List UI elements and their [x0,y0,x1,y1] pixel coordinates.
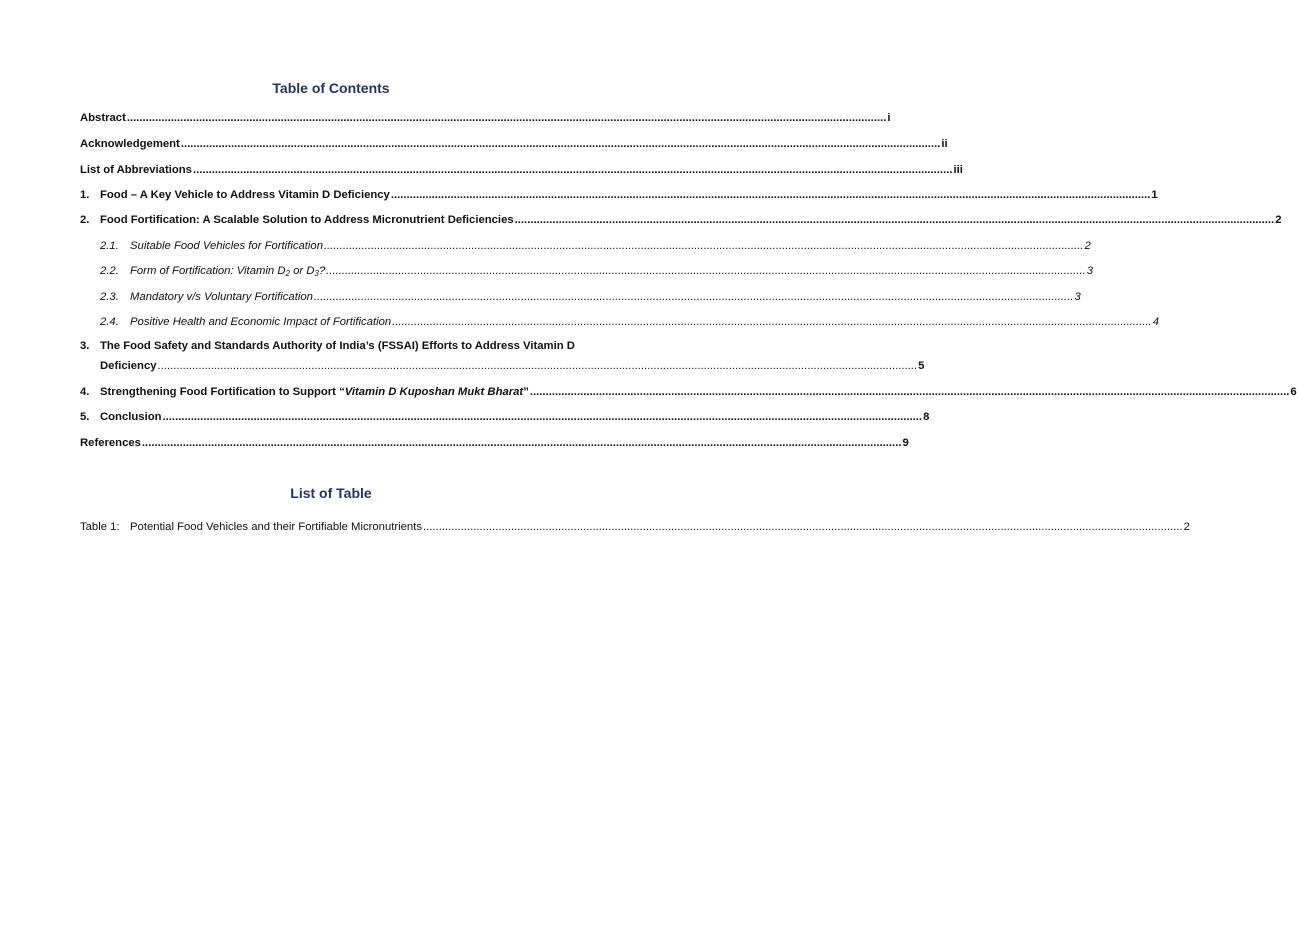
toc-entry-number: 1. [80,189,90,201]
toc-entry-references[interactable] [80,435,909,451]
toc-entry-label: Form of Fortification: Vitamin $D_2$ or $D_3$? [130,265,326,278]
toc-entry-label: Food – A Key Vehicle to Address Vitamin D Deficiency [100,189,390,201]
dot-leader [423,519,1183,535]
dot-leader [326,263,1086,279]
toc-entry-page: 5 [918,360,925,372]
toc-entry-label: Mandatory v/s Voluntary Fortification [130,291,313,303]
toc-entry-acknowledgement[interactable] [80,136,948,152]
toc-entry-number: 3. [80,340,90,352]
dot-leader [163,409,923,425]
dot-leader [515,212,1275,228]
toc-entry-page: i [887,112,891,124]
dot-leader [193,162,953,178]
toc-entry-section-2-3[interactable] [100,289,1081,305]
lot-entry-table-1[interactable] [80,519,1190,535]
toc-entry-label: Positive Health and Economic Impact of Fortification [130,316,392,328]
toc-entry-label: Strengthening Food Fortification to Support “Vitamin D Kuposhan Mukt Bharat” [100,386,529,398]
toc-entry-label: Food Fortification: A Scalable Solution to Address Micronutrient Deficiencies [100,214,514,226]
toc-entry-page: 2 [1084,240,1091,252]
toc-entry-label: List of Abbreviations [80,164,192,176]
list-of-tables-title: List of Table [290,485,372,501]
toc-entry-label: Suitable Food Vehicles for Fortification [130,240,323,252]
dot-leader [181,136,941,152]
toc-entry-abbreviations[interactable] [80,162,963,178]
toc-entry-number: 5. [80,411,90,423]
dot-leader [142,435,902,451]
toc-entry-section-1[interactable] [80,187,1158,203]
toc-entry-label: Conclusion [100,411,162,423]
toc-entry-page: 3 [1086,265,1094,277]
toc-entry-label: Acknowledgement [80,138,180,150]
toc-entry-page: 9 [902,437,909,449]
lot-entry-label: Potential Food Vehicles and their Fortifiable Micronutrients [130,521,422,533]
toc-entry-page: 4 [1152,316,1160,328]
toc-entry-number: 2.4. [100,316,119,328]
toc-entry-section-2[interactable] [80,212,1282,228]
toc-entry-page: 1 [1151,189,1158,201]
toc-entry-label-continued: Deficiency [100,360,157,372]
toc-entry-page: 8 [923,411,930,423]
toc-entry-page: iii [953,164,963,176]
toc-entry-label: References [80,437,141,449]
dot-leader [324,238,1084,254]
dot-leader [391,187,1151,203]
toc-entry-abstract[interactable] [80,110,891,126]
dot-leader [158,356,918,376]
toc-entry-number: 4. [80,386,90,398]
toc-title: Table of Contents [272,80,390,96]
toc-entry-number: 2.3. [100,291,119,303]
toc-entry-section-5[interactable] [80,409,930,425]
toc-entry-label: The Food Safety and Standards Authority of India’s (FSSAI) Efforts to Address Vitamin D [100,340,575,352]
toc-entry-section-4[interactable] [80,384,1297,400]
dot-leader [314,289,1074,305]
lot-entry-number: Table 1: [80,521,120,533]
dot-leader [530,384,1290,400]
dot-leader [392,314,1152,330]
toc-entry-page: 3 [1074,291,1081,303]
dot-leader [127,110,887,126]
toc-entry-section-2-2[interactable] [100,263,1094,279]
lot-entry-page: 2 [1183,521,1190,533]
toc-entry-section-2-1[interactable] [100,238,1091,254]
toc-entry-page: 6 [1290,386,1297,398]
toc-entry-section-2-4[interactable] [100,314,1160,330]
toc-entry-number: 2.2. [100,265,119,277]
toc-entry-number: 2.1. [100,240,119,252]
toc-entry-label: Abstract [80,112,126,124]
toc-entry-number: 2. [80,214,90,226]
toc-entry-section-3[interactable] [80,336,925,376]
toc-entry-page: ii [941,138,948,150]
toc-entry-page: 2 [1275,214,1282,226]
